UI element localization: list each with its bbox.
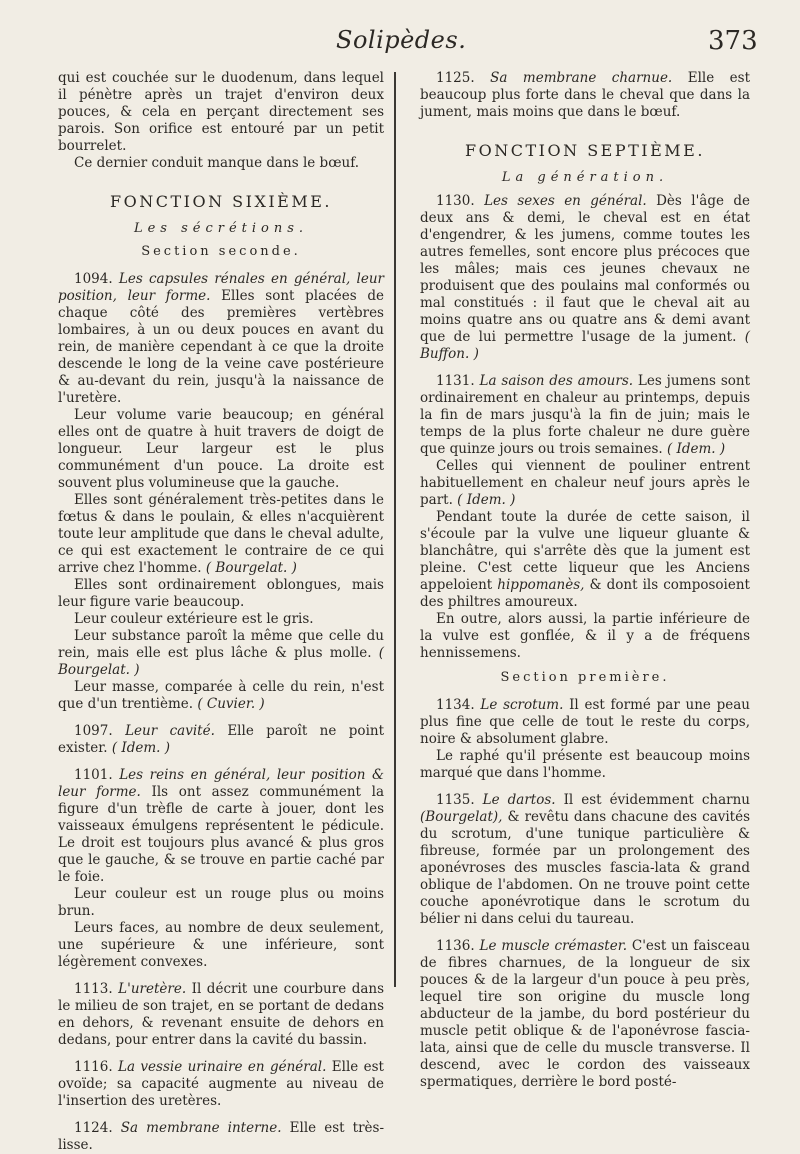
paragraph-text: & revêtu dans chacune des cavités du scrotum, d'une tunique particulière & fibreuse, formée par un prolongement des aponévroses des muscles fascia-lata & grand oblique de l'abdomen. On ne trouve point cette couche aponévrotique dans le scrotum du bélier ni dans celui du taureau. <box>420 809 750 927</box>
running-head <box>0 14 800 54</box>
paragraph-1131 <box>420 373 750 458</box>
paragraph-text: Pendant toute la durée de cette saison, il s'écoule par la vulve une liqueur gluante & blanchâtre, qui s'arrête dès que la jument est pleine. C'est cette liqueur que les Anciens appeloient <box>420 509 750 593</box>
paragraph-text: Elles sont placées de chaque côté des premières vertèbres lombaires, à un ou deux pouces en avant du rein, de manière cependant à ce que la droite descende le long de la veine cave postérieure & au-devant du rein, jusqu'à la naissance de l'uretère. <box>58 288 384 406</box>
paragraph <box>58 628 384 679</box>
paragraph-title: Le muscle crémaster. <box>479 938 627 954</box>
citation: ( Cuvier. ) <box>197 696 265 712</box>
spacer <box>58 757 384 767</box>
spacer <box>420 363 750 373</box>
paragraph-title: La saison des amours. <box>479 373 634 389</box>
citation: ( Idem. ) <box>666 441 726 457</box>
citation: ( Buffon. ) <box>420 329 750 362</box>
paragraph <box>58 492 384 577</box>
fonction-heading: FONCTION SIXIÈME. <box>110 192 332 211</box>
paragraph-1135 <box>420 792 750 928</box>
paragraph-text: Dès l'âge de deux ans & demi, le cheval est en état d'engendrer, & les jumens, comme toutes les autres femelles, sont encore plus précoces que les mâles; mais ces jeunes chevaux ne produisent que des poulains mal conformés ou mal constitués : il faut que le cheval ait au moins quatre ans ou quatre ans & demi avant que de lui permettre l'usage de la jument. <box>420 193 750 345</box>
paragraph-title: Sa membrane charnue. <box>490 70 673 86</box>
paragraph-1124 <box>58 1120 384 1154</box>
paragraph-number: 1094. <box>74 271 113 287</box>
paragraph-number: 1101. <box>74 767 113 783</box>
spacer <box>58 971 384 981</box>
paragraph-number: 1131. <box>436 373 475 389</box>
paragraph-number: 1116. <box>74 1059 113 1075</box>
paragraph-title: Les sexes en général. <box>484 193 647 209</box>
paragraph-text: Le raphé qu'il présente est beaucoup moins marqué que dans l'homme. <box>420 748 750 781</box>
paragraph-text: qui est couchée sur le duodenum, dans lequel il pénètre après un trajet d'environ deux pouces, & cela en perçant directement ses parois. Son orifice est entouré par un petit bourrelet. <box>58 70 384 154</box>
page-number: 373 <box>708 26 758 56</box>
paragraph-text: & dont ils composoient des philtres amoureux. <box>420 577 750 610</box>
paragraph-number: 1134. <box>436 697 475 713</box>
paragraph-1097 <box>58 723 384 757</box>
paragraph-number: 1130. <box>436 193 475 209</box>
spacer <box>58 713 384 723</box>
citation: (Bourgelat), <box>420 809 503 825</box>
section-heading: Section première. <box>500 670 670 685</box>
paragraph-text: Il est évidemment charnu <box>563 792 750 808</box>
paragraph-number: 1135. <box>436 792 475 808</box>
spacer <box>420 928 750 938</box>
spacer <box>420 782 750 792</box>
spacer <box>58 1049 384 1059</box>
paragraph-1134 <box>420 697 750 748</box>
citation: ( Idem. ) <box>457 492 516 508</box>
paragraph-number: 1125. <box>436 70 475 86</box>
column-divider <box>394 72 396 987</box>
section-heading: Section seconde. <box>141 244 301 259</box>
paragraph-text: Leur substance paroît la même que celle du rein, mais elle est plus lâche & plus molle. <box>58 628 384 661</box>
paragraph <box>420 748 750 782</box>
paragraph-text: Ils ont assez communément la figure d'un trèfle de carte à jouer, dont les vaisseaux émulgens représentent le pédicule. Le droit est toujours plus avancé & plus gros que le gauche, & se trouve en partie caché par le foie. <box>58 784 384 885</box>
paragraph-text: Il décrit une courbure dans le milieu de son trajet, en se portant de dedans en dehors, & revenant ensuite de dehors en dedans, pour entrer dans la cavité du bassin. <box>58 981 385 1048</box>
paragraph-title: L'uretère. <box>118 981 187 997</box>
paragraph-1094 <box>58 271 384 407</box>
paragraph-text: Elle paroît ne point exister. <box>58 723 385 756</box>
paragraph-number: 1097. <box>74 723 113 739</box>
paragraph-1130 <box>420 193 750 363</box>
paragraph-text: Elle est très-lisse. <box>58 1120 385 1153</box>
paragraph-title: Le dartos. <box>482 792 556 808</box>
paragraph <box>58 920 384 971</box>
term: hippomanès, <box>497 577 585 593</box>
paragraph <box>58 886 384 920</box>
running-title: Solipèdes. <box>336 26 467 54</box>
paragraph-text: Elles sont ordinairement oblongues, mais leur figure varie beaucoup. <box>58 577 384 610</box>
paragraph-number: 1124. <box>74 1120 113 1136</box>
citation: ( Bourgelat. ) <box>205 560 297 576</box>
subheading: Les sécrétions. <box>133 221 309 236</box>
paragraph-number: 1136. <box>436 938 475 954</box>
paragraph-title: Le scrotum. <box>480 697 564 713</box>
paragraph-text: Il est formé par une peau plus fine que celle de tout le reste du corps, noire & absolument glabre. <box>420 697 750 747</box>
paragraph-text: C'est un faisceau de fibres charnues, de la longueur de six pouces & de la largeur d'un pouce à peu près, lequel tire son origine du muscle long abducteur de la jambe, du bord postérieur du muscle petit oblique & de l'aponévrose fascia-lata, ainsi que de celle du muscle transverse. Il descend, avec le cordon des vaisseaux spermatiques, derrière le bord posté- <box>420 938 750 1090</box>
citation: ( Bourgelat. ) <box>58 645 385 678</box>
paragraph-text: Elle est ovoïde; sa capacité augmente au niveau de l'insertion des uretères. <box>58 1059 384 1109</box>
paragraph-text: Celles qui viennent de pouliner entrent habituellement en chaleur neuf jours après le part. <box>420 458 750 508</box>
paragraph-text: Leur masse, comparée à celle du rein, n'est que d'un trentième. <box>58 679 384 712</box>
paragraph-title: Leur cavité. <box>125 723 215 739</box>
paragraph-text: Ce dernier conduit manque dans le bœuf. <box>74 155 360 171</box>
paragraph-title: Les reins en général, leur position & leur forme. <box>58 767 384 800</box>
paragraph-text: Leur couleur est un rouge plus ou moins brun. <box>58 886 384 919</box>
paragraph-1101 <box>58 767 384 886</box>
paragraph <box>58 155 384 172</box>
paragraph-text: En outre, alors aussi, la partie inférieure de la vulve est gonflée, & il y a de fréquens hennissemens. <box>420 611 750 661</box>
paragraph-number: 1113. <box>74 981 113 997</box>
paragraph <box>58 611 384 628</box>
paragraph-title: La vessie urinaire en général. <box>118 1059 327 1075</box>
fonction-heading: FONCTION SEPTIÈME. <box>465 141 705 160</box>
paragraph-title: Les capsules rénales en général, leur position, leur forme. <box>58 271 384 304</box>
paragraph <box>420 458 750 509</box>
paragraph <box>58 679 384 713</box>
paragraph <box>58 70 384 155</box>
paragraph-1113 <box>58 981 384 1049</box>
paragraph-1116 <box>58 1059 384 1110</box>
paragraph-text: Les jumens sont ordinairement en chaleur au printemps, depuis la fin de mars jusqu'à la fin de juin; mais le temps de la plus forte chaleur ne dure guère que quinze jours ou trois semaines. <box>420 373 750 457</box>
paragraph-1136 <box>420 938 750 1091</box>
paragraph <box>58 577 384 611</box>
subheading: La génération. <box>501 170 669 185</box>
paragraph-text: Leur volume varie beaucoup; en général elles ont de quatre à huit travers de doigt de longueur. Leur largeur est le plus communément d'un pouce. La droite est souvent plus volumineuse que la gauche. <box>58 407 384 491</box>
left-column <box>58 70 384 1154</box>
paragraph-text: Elle est beaucoup plus forte dans le cheval que dans la jument, mais moins que dans le bœuf. <box>420 70 751 120</box>
paragraph <box>420 509 750 611</box>
citation: ( Idem. ) <box>111 740 171 756</box>
paragraph-text: Leur couleur extérieure est le gris. <box>74 611 314 627</box>
paragraph-title: Sa membrane interne. <box>120 1120 282 1136</box>
paragraph <box>420 611 750 662</box>
paragraph-text: Elles sont généralement très-petites dans le fœtus & dans le poulain, & elles n'acquièrent toute leur amplitude que dans le cheval adulte, ce qui est exactement le contraire de ce qui arrive chez l'homme. <box>58 492 384 576</box>
paragraph <box>58 407 384 492</box>
spacer <box>58 1110 384 1120</box>
paragraph-text: Leurs faces, au nombre de deux seulement, une supérieure & une inférieure, sont légèrement convexes. <box>58 920 384 970</box>
right-column <box>420 70 750 1091</box>
paragraph-1125 <box>420 70 750 121</box>
